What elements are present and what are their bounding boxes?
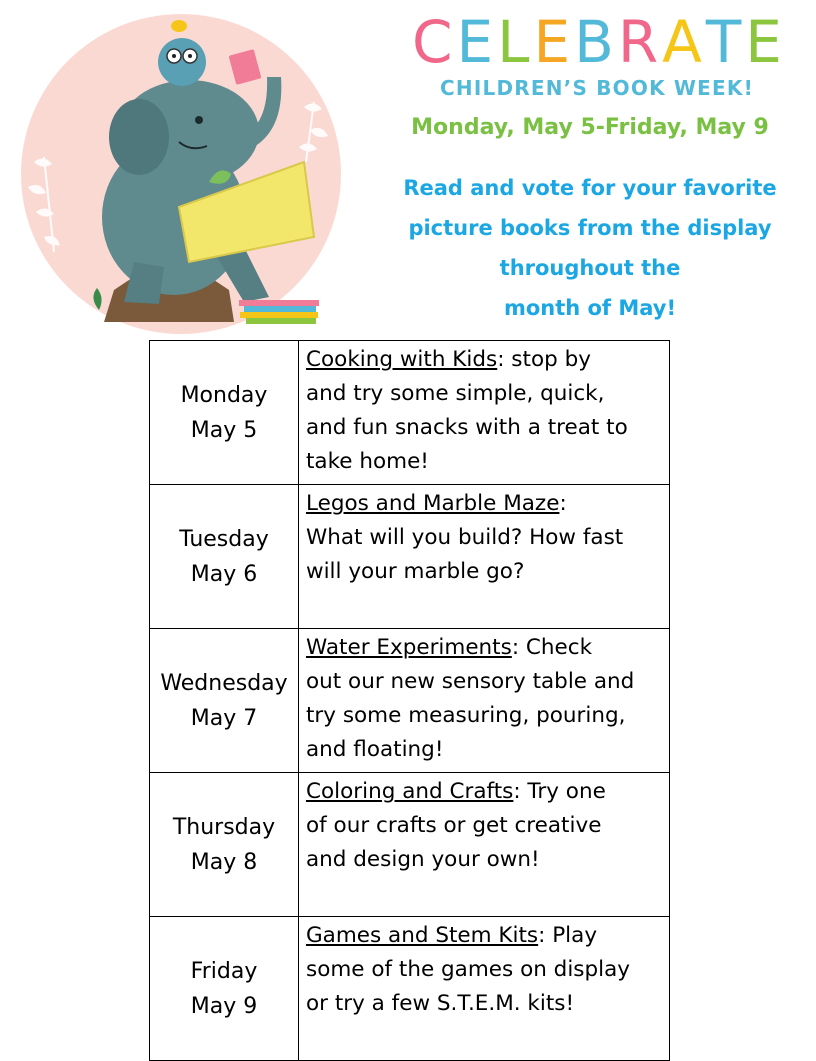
activity-text: : stop by xyxy=(497,347,591,372)
day-name: Tuesday xyxy=(179,526,269,552)
activity-text: take home! xyxy=(306,449,429,474)
day-name: Monday xyxy=(180,382,268,408)
day-cell xyxy=(150,485,299,629)
activity-title: Coloring and Crafts xyxy=(306,779,514,804)
activity-title: Legos and Marble Maze xyxy=(306,491,560,516)
activity-text: of our crafts or get creative xyxy=(306,813,602,838)
day-date: May 7 xyxy=(190,705,258,731)
day-cell xyxy=(150,917,299,1061)
celebrate-letter: C xyxy=(412,8,453,76)
schedule-table xyxy=(149,340,670,1061)
vote-line: throughout the xyxy=(499,256,681,280)
table-row xyxy=(150,917,670,1061)
celebrate-letter: A xyxy=(662,8,702,76)
day-date: May 6 xyxy=(190,561,258,587)
vote-line: Read and vote for your favorite xyxy=(403,176,777,200)
day-name: Friday xyxy=(190,958,258,984)
celebrate-letter: B xyxy=(574,8,614,76)
activity-text: : Try one xyxy=(513,779,606,804)
activity-text: : xyxy=(559,491,567,516)
celebrate-letter: R xyxy=(617,8,659,76)
activity-text: try some measuring, pouring, xyxy=(306,703,626,728)
table-row xyxy=(150,629,670,773)
day-cell xyxy=(150,773,299,917)
celebrate-letter: T xyxy=(705,8,742,76)
day-cell xyxy=(150,341,299,485)
activity-cell xyxy=(299,485,670,629)
activity-text: and floating! xyxy=(306,737,444,762)
activity-text: out our new sensory table and xyxy=(306,669,635,694)
table-row xyxy=(150,773,670,917)
celebrate-letter: E xyxy=(456,8,494,76)
day-date: May 8 xyxy=(190,849,258,875)
childrens-book-week-subtitle: CHILDREN’S BOOK WEEK! xyxy=(440,76,754,100)
activity-text: and fun snacks with a treat to xyxy=(306,415,628,440)
activity-text: will your marble go? xyxy=(306,559,525,584)
vote-line: picture books from the display xyxy=(408,216,772,240)
activity-text: or try a few S.T.E.M. kits! xyxy=(306,991,575,1016)
vote-message xyxy=(380,168,800,328)
day-name: Wednesday xyxy=(160,670,288,696)
activity-cell xyxy=(299,341,670,485)
celebrate-letter: E xyxy=(533,8,571,76)
activity-cell xyxy=(299,629,670,773)
activity-text: : Play xyxy=(538,923,598,948)
activity-cell xyxy=(299,773,670,917)
activity-text: some of the games on display xyxy=(306,957,631,982)
vote-line: month of May! xyxy=(503,296,677,320)
day-cell xyxy=(150,629,299,773)
celebrate-heading xyxy=(412,10,782,74)
activity-cell xyxy=(299,917,670,1061)
celebrate-letter: L xyxy=(497,8,530,76)
table-row xyxy=(150,485,670,629)
event-dates: Monday, May 5-Friday, May 9 xyxy=(411,115,769,140)
day-date: May 9 xyxy=(190,993,258,1019)
elephant-reading-illustration xyxy=(14,12,348,334)
activity-text: and try some simple, quick, xyxy=(306,381,605,406)
activity-title: Games and Stem Kits xyxy=(306,923,539,948)
activity-text: : Check xyxy=(511,635,593,660)
table-row xyxy=(150,341,670,485)
day-date: May 5 xyxy=(190,417,258,443)
activity-text: What will you build? How fast xyxy=(306,525,624,550)
celebrate-letter: E xyxy=(745,8,782,76)
day-name: Thursday xyxy=(172,814,276,840)
activity-title: Cooking with Kids xyxy=(306,347,498,372)
activity-title: Water Experiments xyxy=(306,635,512,660)
activity-text: and design your own! xyxy=(306,847,540,872)
